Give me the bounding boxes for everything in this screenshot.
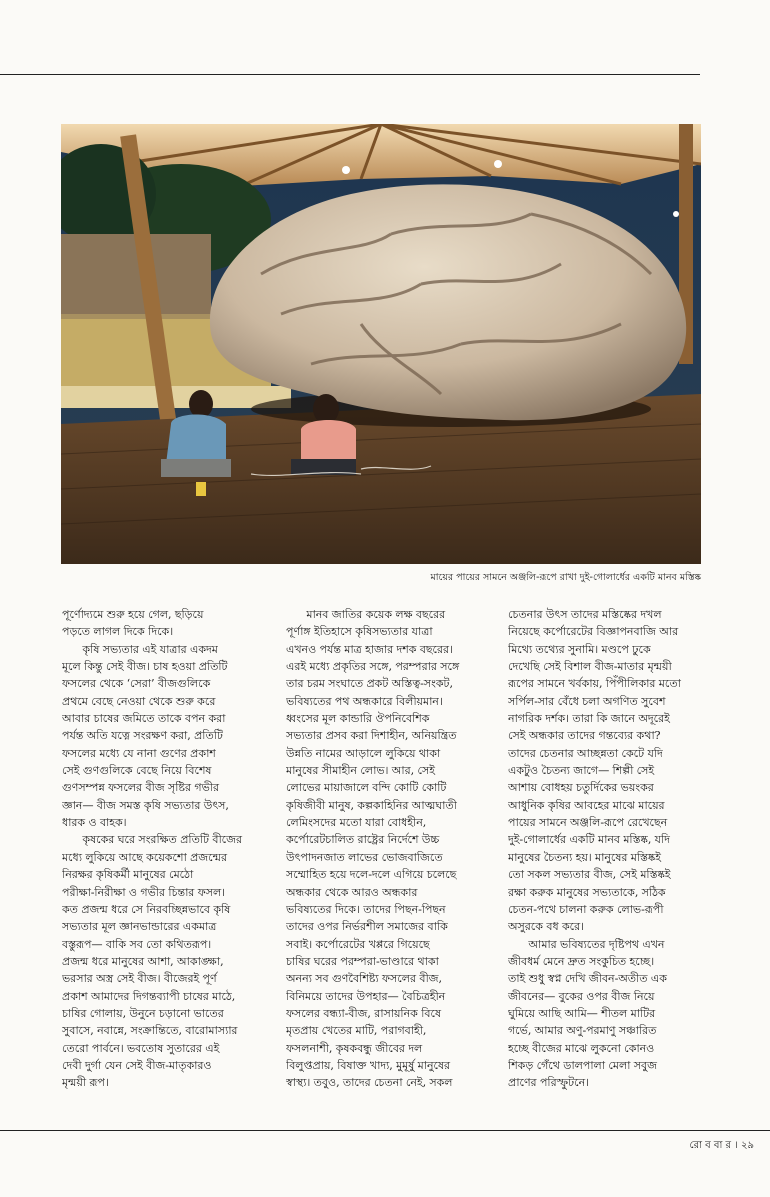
article-line: প্রজন্ম ধরে মানুষের আশা, আকাঙ্ক্ষা, [62,954,224,968]
article-line: নিয়েছে কর্পোরেটের বিজ্ঞাপনবাজি আর [508,625,679,639]
article-line: তাদের ওপর নির্ভরশীল সমাজের বাকি [286,920,448,934]
article-line: বিনিময়ে তাদের উপহার— বৈচিত্রহীন [286,989,446,1003]
article-line: পড়তে লাগল দিকে দিকে। [62,625,174,639]
article-line: সেই গুণগুলিকে বেছে নিয়ে বিশেষ [62,764,212,778]
article-line: নাগরিক দর্শক। তারা কি জানে অদূরেই [508,712,670,726]
article-line: চেতন-পথে চালনা করুক লোভ-রূপী [508,902,664,916]
article-line: কর্পোরেটচালিত রাষ্ট্রের নির্দেশে উচ্চ [286,833,440,847]
article-line: নিরক্ষর কৃষিকর্মী মানুষের মেঠো [62,868,194,882]
article-line: দুই-গোলার্ধের একটি মানব মস্তিষ্ক, যদি [508,833,670,847]
article-line: মৃন্ময়ী রূপ। [62,1076,109,1090]
footer-rule [0,1130,770,1131]
article-line: রক্ষা করুক মানুষের সভ্যতাকে, সঠিক [508,885,666,899]
folio-separator: । [734,1140,741,1151]
folio-page-number: ২৯ [741,1140,754,1151]
article-line: দেবী দুর্গা যেন সেই বীজ-মাতৃকারও [62,1058,212,1072]
article-column-3 [508,606,726,1092]
article-line: ফসলের বন্ধ্যা-বীজ, রাসায়নিক বিষে [286,1006,441,1020]
article-line: মানুষের সীমাহীন লোভ। আর, সেই [286,764,435,778]
article-line: চাষির গোলায়, উনুনে চড়ানো ভাতের [62,1006,224,1020]
article-line: আধুনিক কৃষির আবহের মাঝে মায়ের [508,798,665,812]
article-line: মূলে কিন্তু সেই বীজ। চাষ হওয়া প্রতিটি [62,660,228,674]
article-line: আমার ভবিষ্যতের দৃষ্টিপথ এখন [508,937,665,951]
article-line: জীবধর্ম মেনে দ্রুত সংকুচিত হচ্ছে। [508,954,655,968]
article-line: বস্তুরূপ— বাকি সব তো কথিতরূপ। [62,937,212,951]
article-column-1 [62,606,280,1092]
article-line: লোভের মায়াজালে বন্দি কোটি কোটি [286,781,447,795]
article-line: ভবিষ্যতের পথ অন্ধকারে বিলীয়মান। [286,694,443,708]
article-line: পূর্ণাঙ্গ ইতিহাসে কৃষিসভ্যতার যাত্রা [286,625,433,639]
article-line: মানব জাতির কয়েক লক্ষ বছরের [286,608,446,621]
article-line: আশায় বোধহয় চতুর্দিকের ভয়ংকর [508,781,654,795]
article-line: ধারক ও বাহক। [62,816,127,830]
article-line: স্বাস্থ্য। তবুও, তাদের চেতনা নেই, সকল [286,1076,453,1090]
article-line: একটুও চৈতন্য জাগে— শিল্পী সেই [508,764,655,778]
article-line: ঘুমিয়ে আছি আমি— শীতল মাটির [508,1006,656,1020]
article-line: তাদের চেতনার আচ্ছন্নতা কেটে যদি [508,746,663,760]
header-rule [0,74,700,75]
article-line: ফসলের মধ্যে যে নানা গুণের প্রকাশ [62,746,216,760]
sculpture-photo [61,124,701,564]
article-line: কৃষি সভ্যতার এই যাত্রার একদম [62,642,218,656]
article-line: অন্ধকার থেকে আরও অন্ধকার [286,885,418,899]
article-line: কৃষিজীবী মানুষ, কল্পকাহিনির আত্মঘাতী [286,798,457,812]
article-line: চাষির ঘরের পরম্পরা-ভাণ্ডারে থাকা [286,954,439,968]
article-line: আবার চাষের জমিতে তাকে বপন করা [62,712,226,726]
article-line: মধ্যে লুকিয়ে আছে কয়েকশো প্রজন্মের [62,850,227,864]
article-line: সেই অন্ধকার তাদের গন্তব্যের কথা? [508,729,661,743]
photo-caption: মায়ের পায়ের সামনে অঞ্জলি-রূপে রাখা দুই-গোলার্ধের একটি মানব মস্তিষ্ক [430,572,701,583]
article-line: মৃতপ্রায় খেতের মাটি, পরাগবাহী, [286,1024,427,1038]
article-line: চেতনার উৎস তাদের মস্তিষ্কের দখল [508,608,662,621]
article-line: অনন্য সব গুণবৈশিষ্ট্য ফসলের বীজ, [286,972,442,986]
article-line: জ্ঞান— বীজ সমস্ত কৃষি সভ্যতার উৎস, [62,798,229,812]
article-line: লেমিংসদের মতো যারা বোধহীন, [286,816,427,830]
article-line: অসুরকে বধ করে। [508,920,584,934]
article-line: হচ্ছে বীজের মাঝে লুকনো কোনও [508,1041,655,1055]
article-line: কত প্রজন্ম ধরে সে নিরবচ্ছিন্নভাবে কৃষি [62,902,231,916]
article-line: ফসলনাশী, কৃষকবন্ধু জীবের দল [286,1041,423,1055]
article-line: জীবনের— বুকের ওপর বীজ নিয়ে [508,989,655,1003]
article-line: তেরো পার্বনে। ভবতোষ সুতারের এই [62,1041,220,1055]
article-line: পর্যন্ত অতি যত্নে সংরক্ষণ করা, প্রতিটি [62,729,223,743]
article-line: সবাই। কর্পোরেটের খপ্পরে গিয়েছে [286,937,430,951]
article-line: পরীক্ষা-নিরীক্ষা ও গভীর চিন্তার ফসল। [62,885,226,899]
article-line: সভ্যতার মূল জ্ঞানভান্ডারের একমাত্র [62,920,217,934]
folio-section: রো ব বা র [689,1140,732,1151]
article-line: উন্নতি নামের আড়ালে লুকিয়ে থাকা [286,746,441,760]
article-line: গুণসম্পন্ন ফসলের বীজ সৃষ্টির গভীর [62,781,219,795]
article-line: শিকড় গেঁথে ডালপালা মেলা সবুজ [508,1058,657,1072]
article-line: পায়ের সামনে অঞ্জলি-রূপে রেখেছেন [508,816,668,830]
article-line: সম্মোহিত হয়ে দলে-দলে এগিয়ে চলেছে [286,868,457,882]
article-line: ধ্বংসের মূল কান্ডারি ঔপনিবেশিক [286,712,430,726]
article-line: তাই শুধু স্বপ্ন দেখি জীবন-অতীত এক [508,972,667,986]
article-line: মানুষের চৈতন্য হয়। মানুষের মস্তিষ্কই [508,850,661,864]
article-line: উৎপাদনজাত লাভের ভোজবাজিতে [286,850,443,864]
article-line: এখনও পর্যন্ত মাত্র হাজার দশক বছরের। [286,642,453,656]
article-line: ফসলের থেকে ‘সেরা’ বীজগুলিকে [62,677,211,691]
article-line: তার চরম সংঘাতে প্রকট অস্তিত্ব-সংকট, [286,677,453,691]
article-line: ভরসার অস্ত্র সেই বীজ। বীজেরই পূর্ণ [62,972,217,986]
article-line: সভ্যতার প্রসব করা দিশাহীন, অনিয়ন্ত্রিত [286,729,457,743]
article-line: প্রথমে বেছে নেওয়া থেকে শুরু করে [62,694,216,708]
article-line: ভবিষ্যতের দিকে। তাদের পিছন-পিছন [286,902,446,916]
article-line: কৃষকের ঘরে সংরক্ষিত প্রতিটি বীজের [62,833,243,847]
article-line: গর্ভে, আমার অণু-পরমাণু সঞ্চারিত [508,1024,657,1038]
article-line: তো সকল সভ্যতার বীজ, সেই মস্তিষ্কই [508,868,671,882]
article-line: এরই মধ্যে প্রকৃতির সঙ্গে, পরম্পরার সঙ্গে [286,660,460,674]
article-column-2 [286,606,504,1092]
article-line: রূপের সামনে খর্বকায়, পিঁপীলিকার মতো [508,677,681,691]
article-line: সুবাসে, নবান্নে, সংক্রান্তিতে, বারোমাস্যার [62,1024,238,1038]
article-line: বিলুপ্তপ্রায়, বিষাক্ত খাদ্য, মুমূর্ষু মানুষের [286,1058,450,1072]
article-line: সর্পিল-সার বেঁধে চলা অগণিত সুবেশ [508,694,666,708]
article-line: পূর্ণোদ্যমে শুরু হয়ে গেল, ছড়িয়ে [62,608,204,621]
article-line: প্রকাশ আমাদের দিগন্তব্যাপী চাষের মাঠে, [62,989,236,1003]
folio [690,1138,754,1155]
article-line: দেখেছি সেই বিশাল বীজ-মাতার মৃন্ময়ী [508,660,672,674]
article-line: প্রাণের পরিস্ফুটনে। [508,1076,589,1090]
article-line: মিথ্যে তথ্যের সুনামি। মণ্ডপে ঢুকে [508,642,651,656]
